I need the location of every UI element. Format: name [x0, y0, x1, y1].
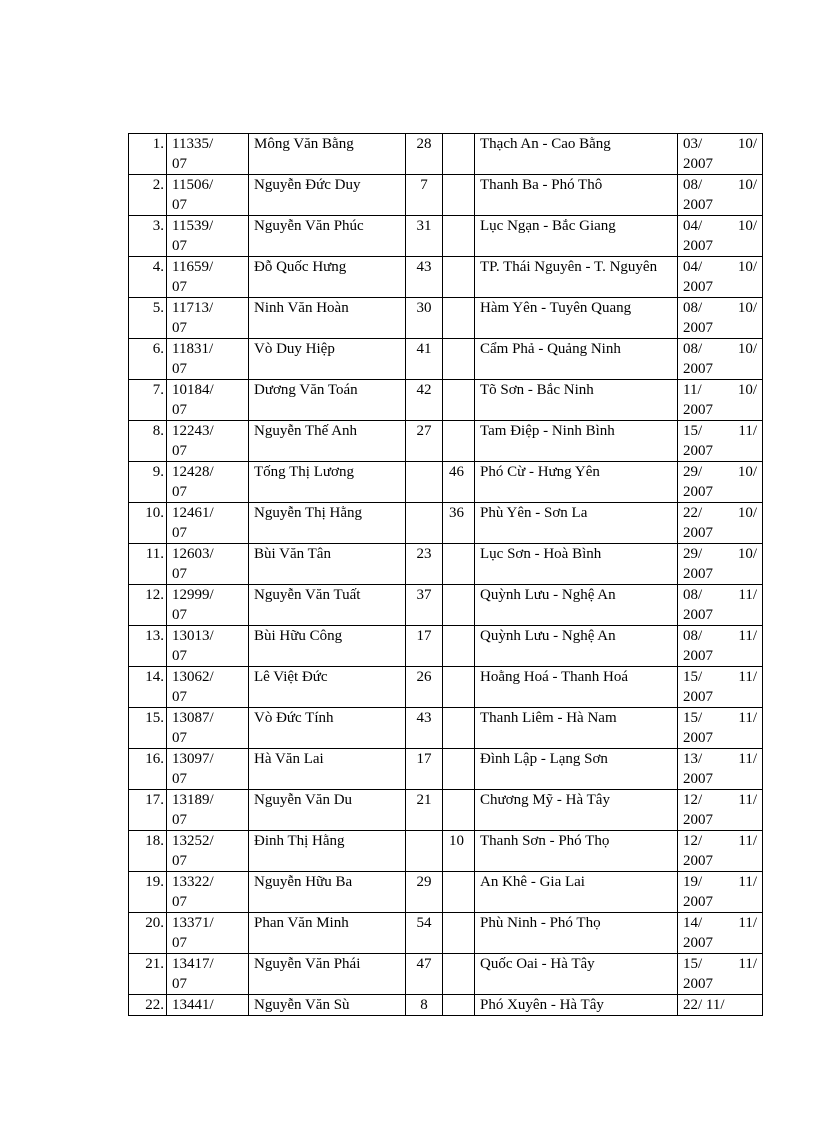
table-body [129, 134, 763, 1016]
place-of-origin: Lục Ngạn - Bắc Giang [475, 216, 678, 257]
record-date-daymonth: 03/ 10/ [683, 136, 757, 152]
record-date [678, 175, 763, 216]
record-date-daymonth: 04/ 10/ [683, 259, 757, 275]
record-code-part: 13062/ [172, 669, 214, 685]
record-code-year: 07 [172, 443, 187, 459]
person-name: Vò Duy Hiệp [249, 339, 406, 380]
row-number: 4. [129, 257, 167, 298]
record-date-daymonth: 14/ 11/ [683, 915, 757, 931]
record-code [167, 339, 249, 380]
record-code-year: 07 [172, 402, 187, 418]
record-date-daymonth: 12/ 11/ [683, 833, 757, 849]
age-female [443, 954, 475, 995]
table-row [129, 257, 763, 298]
row-number: 7. [129, 380, 167, 421]
age-male: 7 [406, 175, 443, 216]
record-date-daymonth: 08/ 10/ [683, 300, 757, 316]
record-date-year: 2007 [683, 689, 713, 705]
table-row [129, 749, 763, 790]
record-date-year: 2007 [683, 771, 713, 787]
record-date [678, 339, 763, 380]
record-date-daymonth: 22/ 10/ [683, 505, 757, 521]
record-date-daymonth: 29/ 10/ [683, 546, 757, 562]
row-number: 3. [129, 216, 167, 257]
age-female [443, 339, 475, 380]
row-number: 13. [129, 626, 167, 667]
age-female [443, 216, 475, 257]
row-number: 9. [129, 462, 167, 503]
place-of-origin: Quỳnh Lưu - Nghệ An [475, 585, 678, 626]
record-date [678, 872, 763, 913]
record-date [678, 503, 763, 544]
record-date-year: 2007 [683, 566, 713, 582]
age-female [443, 708, 475, 749]
record-date-daymonth: 08/ 10/ [683, 341, 757, 357]
record-date-daymonth: 15/ 11/ [683, 669, 757, 685]
person-name: Bùi Văn Tân [249, 544, 406, 585]
place-of-origin: An Khê - Gia Lai [475, 872, 678, 913]
row-number: 20. [129, 913, 167, 954]
record-code [167, 790, 249, 831]
record-date [678, 421, 763, 462]
table-row [129, 134, 763, 175]
age-male: 29 [406, 872, 443, 913]
row-number: 18. [129, 831, 167, 872]
age-male: 41 [406, 339, 443, 380]
table-row [129, 503, 763, 544]
record-code-year: 07 [172, 197, 187, 213]
record-date [678, 298, 763, 339]
record-code-part: 11831/ [172, 341, 214, 357]
record-date-daymonth: 19/ 11/ [683, 874, 757, 890]
record-code-year: 07 [172, 689, 187, 705]
record-date-year: 2007 [683, 853, 713, 869]
age-male: 43 [406, 708, 443, 749]
record-code-year: 07 [172, 771, 187, 787]
record-date-year: 2007 [683, 935, 713, 951]
record-code-year: 07 [172, 853, 187, 869]
age-female [443, 913, 475, 954]
place-of-origin: Phó Cừ - Hưng Yên [475, 462, 678, 503]
record-code [167, 134, 249, 175]
person-name: Hà Văn Lai [249, 749, 406, 790]
record-code-part: 11539/ [172, 218, 214, 234]
record-date-year: 2007 [683, 320, 713, 336]
record-date [678, 831, 763, 872]
record-date-year: 2007 [683, 607, 713, 623]
row-number: 8. [129, 421, 167, 462]
age-male [406, 462, 443, 503]
record-code [167, 667, 249, 708]
record-code [167, 708, 249, 749]
record-code [167, 585, 249, 626]
place-of-origin: Tam Điệp - Ninh Bình [475, 421, 678, 462]
place-of-origin: Quỳnh Lưu - Nghệ An [475, 626, 678, 667]
record-date [678, 995, 763, 1016]
table-row [129, 462, 763, 503]
record-code-part: 13013/ [172, 628, 214, 644]
record-date-daymonth: 15/ 11/ [683, 423, 757, 439]
person-name: Đinh Thị Hằng [249, 831, 406, 872]
records-table [128, 133, 763, 1016]
age-male: 8 [406, 995, 443, 1016]
record-code-part: 13097/ [172, 751, 214, 767]
age-female [443, 298, 475, 339]
age-male: 31 [406, 216, 443, 257]
record-date [678, 380, 763, 421]
record-code-year: 07 [172, 648, 187, 664]
record-date [678, 626, 763, 667]
record-code-year: 07 [172, 484, 187, 500]
record-date-year: 2007 [683, 894, 713, 910]
record-code [167, 462, 249, 503]
record-date [678, 708, 763, 749]
person-name: Nguyễn Văn Du [249, 790, 406, 831]
row-number: 21. [129, 954, 167, 995]
row-number: 19. [129, 872, 167, 913]
record-date [678, 667, 763, 708]
record-date [678, 544, 763, 585]
age-male: 27 [406, 421, 443, 462]
person-name: Nguyễn Văn Phái [249, 954, 406, 995]
table-row [129, 667, 763, 708]
record-date-year: 2007 [683, 648, 713, 664]
record-code-part: 13417/ [172, 956, 214, 972]
row-number: 12. [129, 585, 167, 626]
table-row [129, 585, 763, 626]
record-date-year: 2007 [683, 156, 713, 172]
record-date-year: 2007 [683, 197, 713, 213]
record-code-part: 12603/ [172, 546, 214, 562]
person-name: Mông Văn Bằng [249, 134, 406, 175]
table-row [129, 708, 763, 749]
table-row [129, 831, 763, 872]
table-row [129, 954, 763, 995]
record-code-part: 11335/ [172, 136, 214, 152]
record-date-year: 2007 [683, 730, 713, 746]
age-male: 54 [406, 913, 443, 954]
age-male: 21 [406, 790, 443, 831]
row-number: 2. [129, 175, 167, 216]
table-row [129, 872, 763, 913]
record-date-daymonth: 22/ 11/ [683, 997, 725, 1013]
row-number: 16. [129, 749, 167, 790]
record-date-daymonth: 08/ 11/ [683, 587, 757, 603]
table-row [129, 216, 763, 257]
record-code [167, 257, 249, 298]
record-code [167, 503, 249, 544]
record-date-year: 2007 [683, 525, 713, 541]
record-date [678, 216, 763, 257]
record-code-year: 07 [172, 279, 187, 295]
record-date [678, 134, 763, 175]
table-row [129, 790, 763, 831]
record-code [167, 626, 249, 667]
age-male: 23 [406, 544, 443, 585]
place-of-origin: Phù Ninh - Phó Thọ [475, 913, 678, 954]
age-male: 37 [406, 585, 443, 626]
table-row [129, 421, 763, 462]
record-date-year: 2007 [683, 279, 713, 295]
record-code-part: 10184/ [172, 382, 214, 398]
record-date-year: 2007 [683, 812, 713, 828]
record-code [167, 380, 249, 421]
person-name: Phan Văn Minh [249, 913, 406, 954]
record-code-part: 12428/ [172, 464, 214, 480]
record-code [167, 831, 249, 872]
place-of-origin: Thạch An - Cao Bằng [475, 134, 678, 175]
row-number: 6. [129, 339, 167, 380]
record-date-daymonth: 08/ 11/ [683, 628, 757, 644]
record-code-part: 13441/ [172, 997, 214, 1013]
record-date [678, 749, 763, 790]
record-date-daymonth: 15/ 11/ [683, 956, 757, 972]
row-number: 15. [129, 708, 167, 749]
person-name: Nguyễn Thế Anh [249, 421, 406, 462]
row-number: 11. [129, 544, 167, 585]
person-name: Nguyễn Hữu Ba [249, 872, 406, 913]
record-code-year: 07 [172, 156, 187, 172]
person-name: Nguyễn Đức Duy [249, 175, 406, 216]
record-code-year: 07 [172, 935, 187, 951]
record-code [167, 544, 249, 585]
age-male: 30 [406, 298, 443, 339]
age-female [443, 749, 475, 790]
record-code-year: 07 [172, 320, 187, 336]
age-female [443, 134, 475, 175]
age-male: 47 [406, 954, 443, 995]
record-date [678, 585, 763, 626]
place-of-origin: Phù Yên - Sơn La [475, 503, 678, 544]
age-female [443, 626, 475, 667]
record-code [167, 749, 249, 790]
person-name: Vò Đức Tính [249, 708, 406, 749]
record-date [678, 790, 763, 831]
record-date-year: 2007 [683, 361, 713, 377]
place-of-origin: Quốc Oai - Hà Tây [475, 954, 678, 995]
age-female [443, 421, 475, 462]
person-name: Nguyễn Văn Phúc [249, 216, 406, 257]
place-of-origin: Hàm Yên - Tuyên Quang [475, 298, 678, 339]
table-row [129, 913, 763, 954]
record-date-daymonth: 13/ 11/ [683, 751, 757, 767]
age-female [443, 257, 475, 298]
person-name: Nguyễn Thị Hằng [249, 503, 406, 544]
age-female [443, 790, 475, 831]
table-row [129, 298, 763, 339]
record-date-year: 2007 [683, 443, 713, 459]
row-number: 1. [129, 134, 167, 175]
age-male: 28 [406, 134, 443, 175]
record-code-part: 11659/ [172, 259, 214, 275]
place-of-origin: Thanh Sơn - Phó Thọ [475, 831, 678, 872]
age-female [443, 585, 475, 626]
row-number: 14. [129, 667, 167, 708]
place-of-origin: Phó Xuyên - Hà Tây [475, 995, 678, 1016]
record-code [167, 216, 249, 257]
record-code-year: 07 [172, 361, 187, 377]
person-name: Nguyễn Văn Sù [249, 995, 406, 1016]
place-of-origin: Lục Sơn - Hoà Bình [475, 544, 678, 585]
age-female [443, 544, 475, 585]
age-male: 26 [406, 667, 443, 708]
record-date-year: 2007 [683, 402, 713, 418]
record-code [167, 954, 249, 995]
record-date-daymonth: 11/ 10/ [683, 382, 757, 398]
record-code-part: 13189/ [172, 792, 214, 808]
record-date [678, 462, 763, 503]
table-row [129, 995, 763, 1016]
place-of-origin: TP. Thái Nguyên - T. Nguyên [475, 257, 678, 298]
record-code-year: 07 [172, 730, 187, 746]
age-male: 17 [406, 626, 443, 667]
place-of-origin: Đình Lập - Lạng Sơn [475, 749, 678, 790]
place-of-origin: Thanh Ba - Phó Thô [475, 175, 678, 216]
person-name: Dương Văn Toán [249, 380, 406, 421]
record-code-part: 12243/ [172, 423, 214, 439]
person-name: Tống Thị Lương [249, 462, 406, 503]
place-of-origin: Cẩm Phả - Quảng Ninh [475, 339, 678, 380]
record-code-year: 07 [172, 812, 187, 828]
record-code [167, 421, 249, 462]
person-name: Lê Việt Đức [249, 667, 406, 708]
record-date-daymonth: 08/ 10/ [683, 177, 757, 193]
record-code-part: 13252/ [172, 833, 214, 849]
place-of-origin: Tõ Sơn - Bắc Ninh [475, 380, 678, 421]
age-female [443, 995, 475, 1016]
record-date [678, 913, 763, 954]
person-name: Ninh Văn Hoàn [249, 298, 406, 339]
place-of-origin: Chương Mỹ - Hà Tây [475, 790, 678, 831]
table-row [129, 339, 763, 380]
age-female [443, 667, 475, 708]
record-code-year: 07 [172, 894, 187, 910]
record-code-year: 07 [172, 238, 187, 254]
table-row [129, 626, 763, 667]
age-male: 42 [406, 380, 443, 421]
table-row [129, 544, 763, 585]
record-code-part: 13371/ [172, 915, 214, 931]
person-name: Bùi Hữu Công [249, 626, 406, 667]
row-number: 10. [129, 503, 167, 544]
record-code-part: 13322/ [172, 874, 214, 890]
age-male: 43 [406, 257, 443, 298]
record-code-year: 07 [172, 976, 187, 992]
record-code [167, 872, 249, 913]
record-date-daymonth: 29/ 10/ [683, 464, 757, 480]
age-male: 17 [406, 749, 443, 790]
record-code-year: 07 [172, 607, 187, 623]
place-of-origin: Hoằng Hoá - Thanh Hoá [475, 667, 678, 708]
record-date-daymonth: 15/ 11/ [683, 710, 757, 726]
record-code-part: 12999/ [172, 587, 214, 603]
record-code [167, 298, 249, 339]
row-number: 22. [129, 995, 167, 1016]
age-female: 46 [443, 462, 475, 503]
person-name: Nguyễn Văn Tuất [249, 585, 406, 626]
person-name: Đỗ Quốc Hưng [249, 257, 406, 298]
row-number: 17. [129, 790, 167, 831]
age-female [443, 380, 475, 421]
record-date-year: 2007 [683, 238, 713, 254]
table-row [129, 175, 763, 216]
record-code [167, 913, 249, 954]
record-code-part: 13087/ [172, 710, 214, 726]
age-male [406, 503, 443, 544]
record-code-year: 07 [172, 525, 187, 541]
record-code [167, 995, 249, 1016]
age-male [406, 831, 443, 872]
record-date-year: 2007 [683, 976, 713, 992]
record-date [678, 257, 763, 298]
age-female [443, 175, 475, 216]
record-code-part: 11506/ [172, 177, 214, 193]
record-code-part: 12461/ [172, 505, 214, 521]
place-of-origin: Thanh Liêm - Hà Nam [475, 708, 678, 749]
table-row [129, 380, 763, 421]
age-female: 10 [443, 831, 475, 872]
record-code-year: 07 [172, 566, 187, 582]
record-date [678, 954, 763, 995]
record-code [167, 175, 249, 216]
record-code-part: 11713/ [172, 300, 214, 316]
record-date-year: 2007 [683, 484, 713, 500]
age-female: 36 [443, 503, 475, 544]
age-female [443, 872, 475, 913]
row-number: 5. [129, 298, 167, 339]
record-date-daymonth: 04/ 10/ [683, 218, 757, 234]
record-date-daymonth: 12/ 11/ [683, 792, 757, 808]
